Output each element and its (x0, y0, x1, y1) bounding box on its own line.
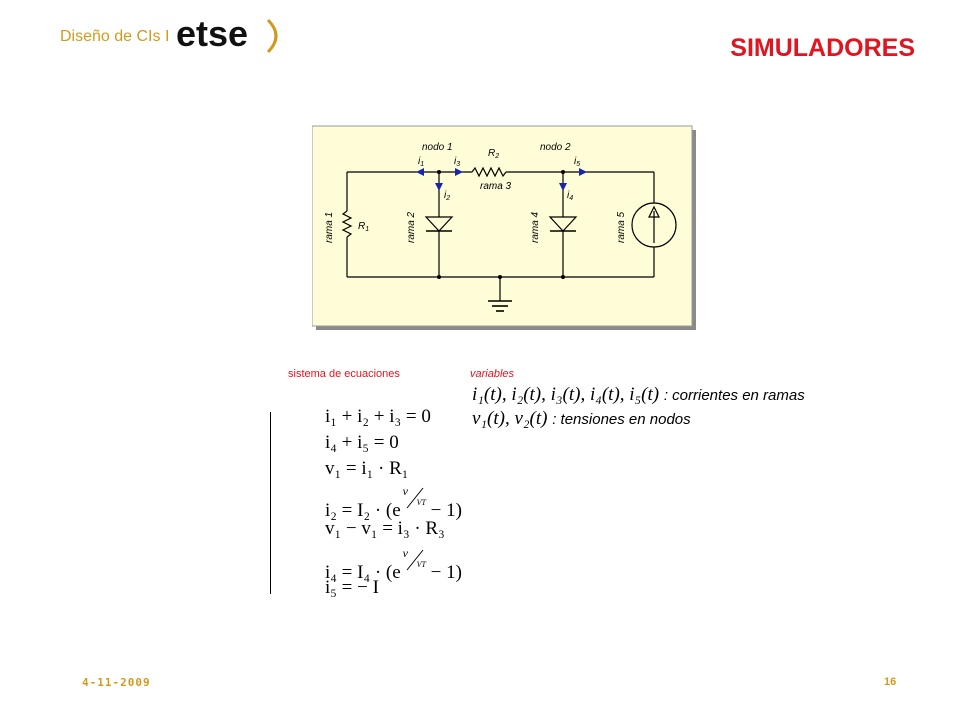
label-r1: $R_1$ (358, 221, 370, 233)
node-dot-b3 (561, 275, 565, 279)
variables-line-2 (472, 408, 691, 430)
equation-7: i₅ = − I (325, 577, 379, 598)
equation-6-lhs: i₄ = I₄ · (e (325, 562, 401, 583)
equation-4-lhs: i₂ = I₂ · (e (325, 500, 401, 521)
variables-voltages-desc: : tensiones en nodos (552, 411, 691, 428)
etse-logo (172, 14, 284, 58)
equation-2: i₄ + i₅ = 0 (325, 432, 399, 453)
slide-title: SIMULADORES (730, 34, 915, 62)
equation-4-exponent: v VT (401, 490, 431, 510)
page-number: 16 (884, 676, 897, 688)
current-source (632, 203, 676, 247)
label-i3: $i_3$ (454, 156, 461, 168)
node-dot-2 (561, 170, 565, 174)
label-rama-2: rama 2 (406, 211, 417, 243)
label-i4: $i_4$ (567, 190, 574, 202)
label-i1: $i_1$ (418, 156, 425, 168)
label-variables: variables (470, 368, 515, 380)
header-course: Diseño de CIs I (60, 28, 170, 45)
variables-currents: i₁(t), i₂(t), i₃(t), i₄(t), i₅(t) (472, 384, 660, 405)
node-dot-b1 (437, 275, 441, 279)
label-node-1: nodo 1 (422, 142, 453, 153)
equation-1: i₁ + i₂ + i₃ = 0 (325, 406, 431, 427)
footer-date: 4-11-2009 (82, 676, 151, 689)
fraction-slash (401, 486, 431, 510)
label-rama-4: rama 4 (530, 211, 541, 243)
fraction-slash (401, 548, 431, 572)
label-rama-3: rama 3 (480, 181, 512, 192)
label-i5: $i_5$ (574, 156, 581, 168)
circuit-diagram (312, 125, 702, 335)
label-rama-1: rama 1 (324, 211, 335, 243)
equation-5: v₁ − v₁ = i₃ · R₃ (325, 518, 445, 539)
logo-arc (268, 20, 276, 52)
logo-text: etse (176, 14, 249, 54)
label-i2: $i_2$ (444, 190, 451, 202)
variables-voltages: v₁(t), v₂(t) (472, 408, 548, 429)
equation-6-rhs: − 1) (430, 562, 462, 583)
variables-currents-desc: : corrientes en ramas (663, 387, 805, 404)
label-equations: sistema de ecuaciones (288, 368, 400, 380)
equation-4-rhs: − 1) (430, 500, 462, 521)
variables-line-1 (472, 384, 805, 406)
node-dot-b2 (498, 275, 502, 279)
equation-3: v₁ = i₁ · R₁ (325, 458, 409, 479)
label-node-2: nodo 2 (540, 142, 571, 153)
label-rama-5: rama 5 (616, 211, 627, 243)
label-r2: $R_2$ (488, 148, 500, 160)
equation-6-exponent: v VT (401, 552, 431, 572)
node-dot-1 (437, 170, 441, 174)
equations-bar (270, 412, 271, 594)
